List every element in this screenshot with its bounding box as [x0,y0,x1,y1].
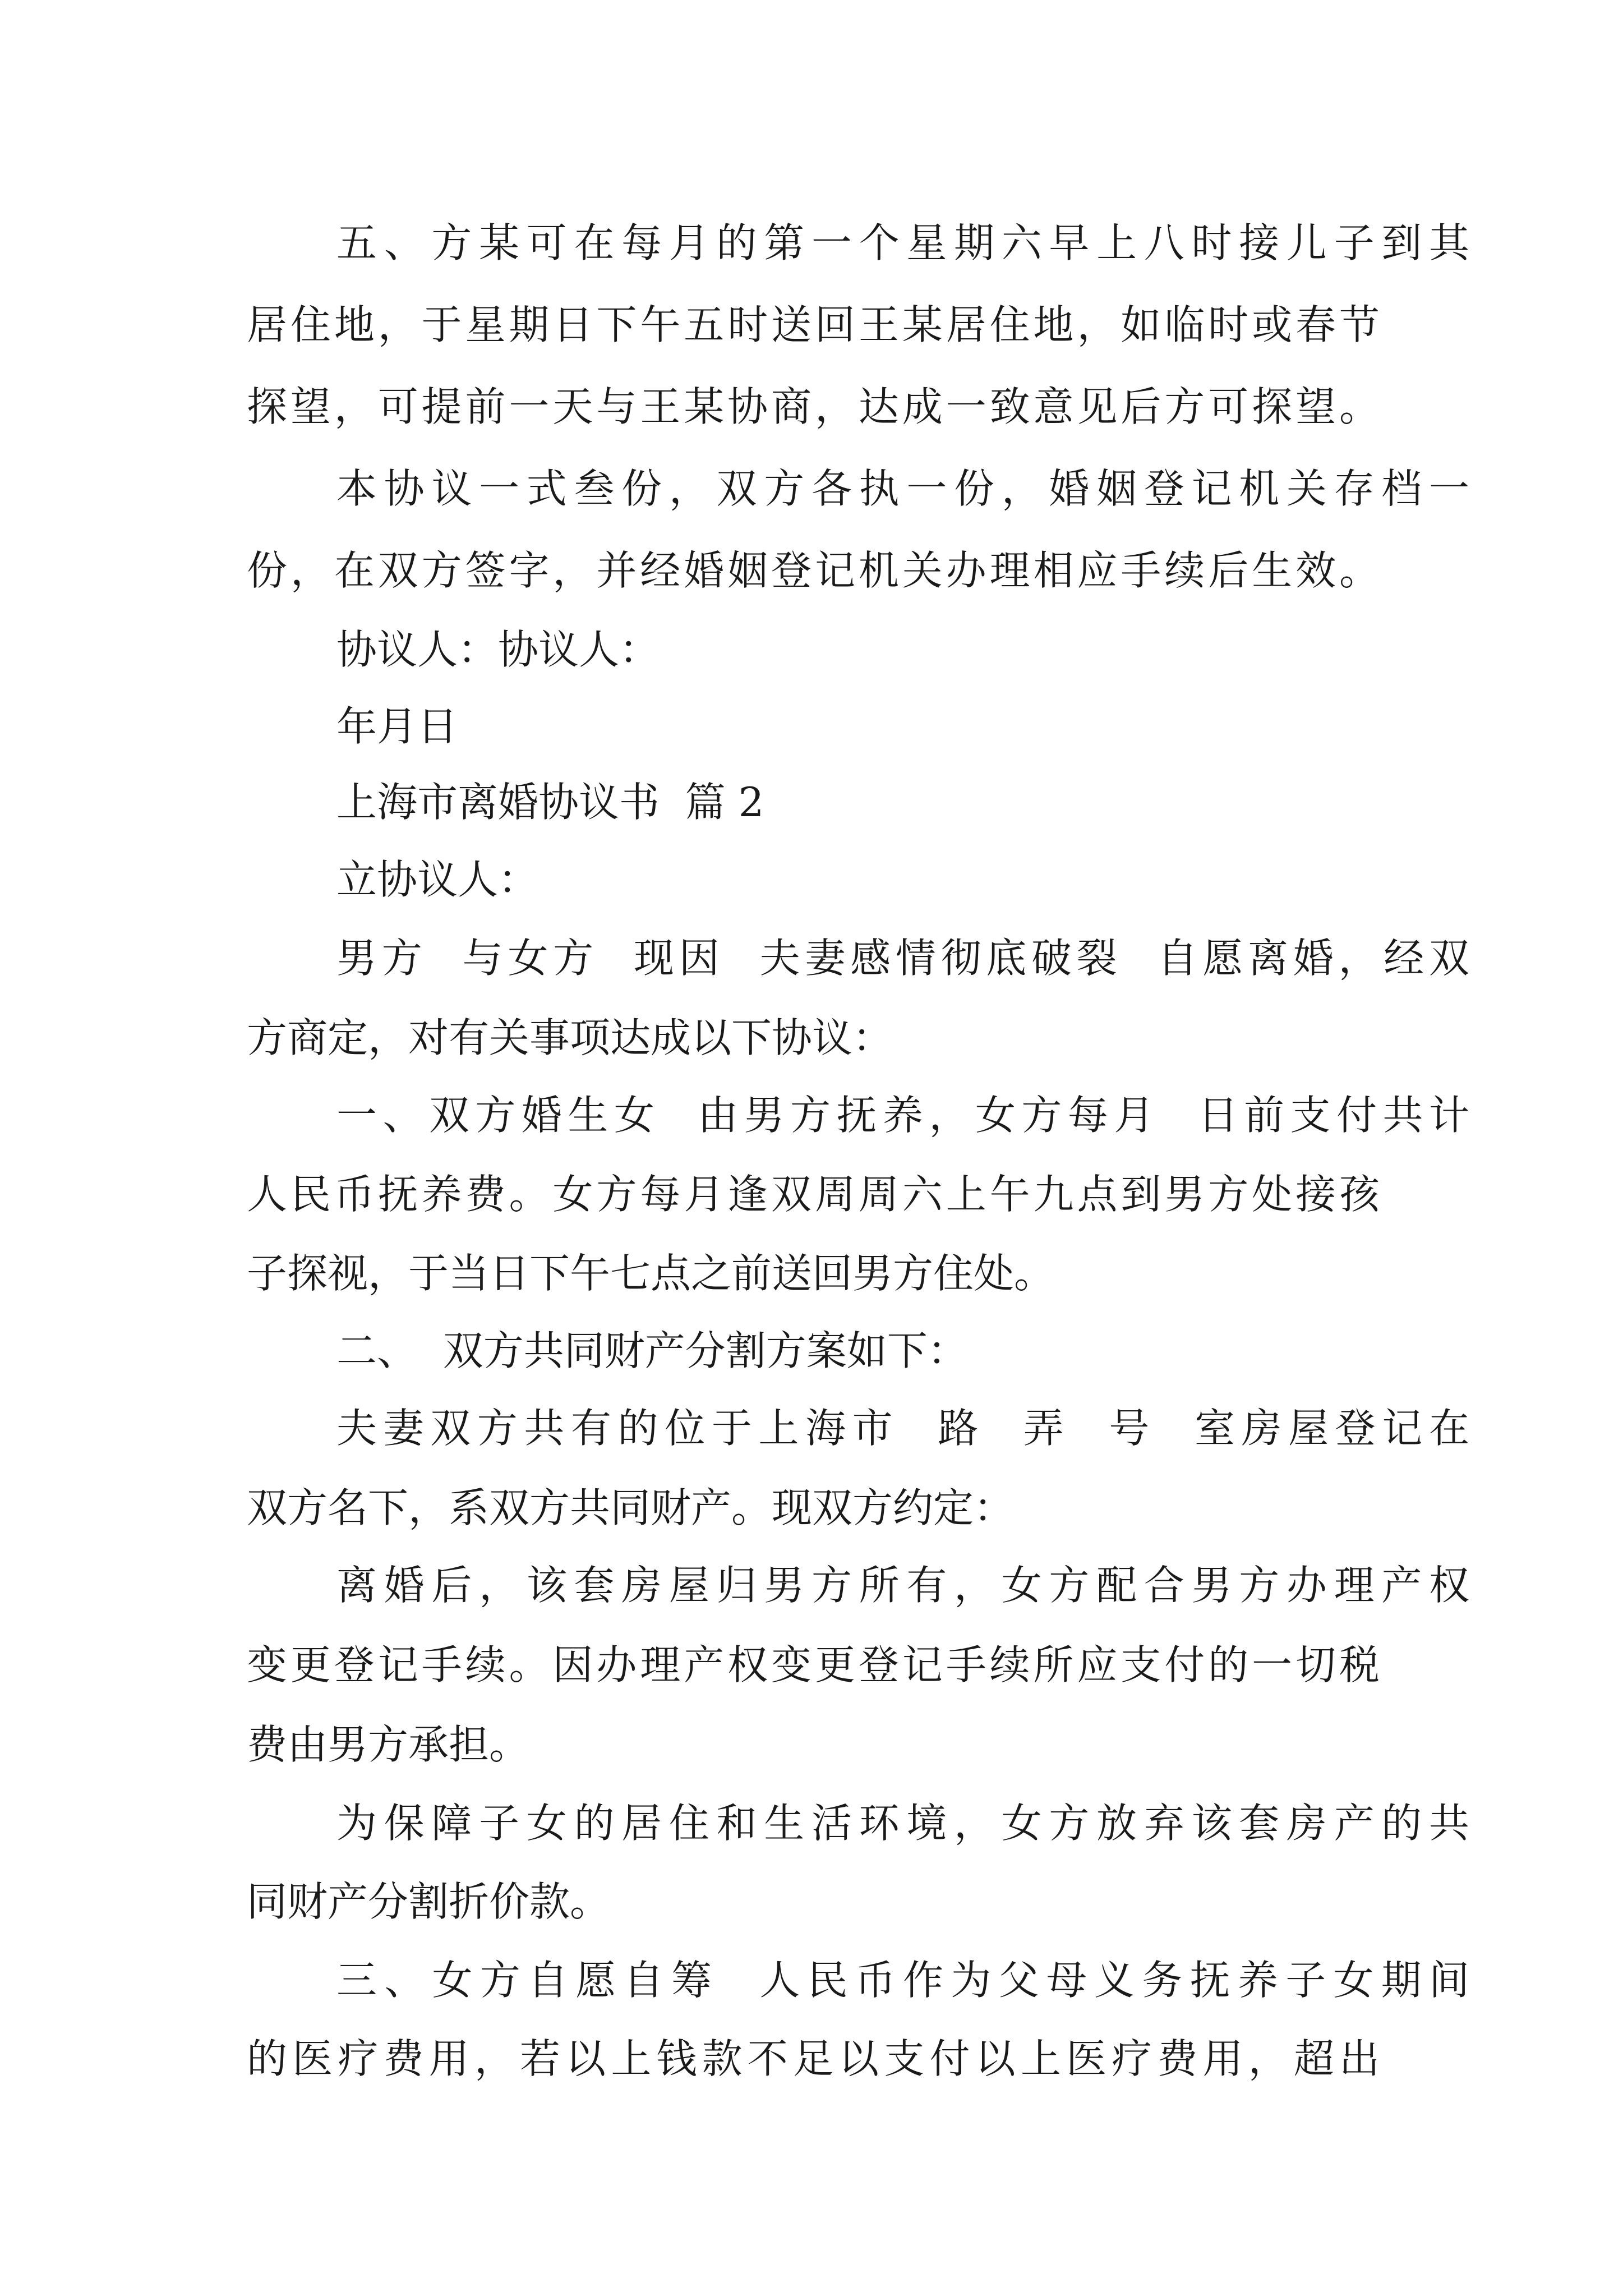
paragraph-line: 三、女方自愿自筹 人民币作为父母义务抚养子女期间 [336,1957,1469,2004]
parties-label: 立协议人： [336,856,539,903]
paragraph-line: 夫妻双方共有的位于上海市 路 弄 号 室房屋登记在 [336,1405,1469,1452]
paragraph-line: 五、方某可在每月的第一个星期六早上八时接儿子到其 [336,219,1469,266]
section-heading: 上海市离婚协议书 篇 2 [336,779,764,826]
paragraph-line: 子探视，于当日下午七点之前送回男方住处。 [247,1250,1055,1297]
paragraph-line: 的医疗费用，若以上钱款不足以支付以上医疗费用，超出 [247,2035,1380,2082]
paragraph-line: 人民币抚养费。女方每月逢双周周六上午九点到男方处接孩 [247,1171,1380,1218]
paragraph-line: 探望，可提前一天与王某协商，达成一致意见后方可探望。 [247,383,1380,430]
paragraph-line: 变更登记手续。因办理产权变更登记手续所应支付的一切税 [247,1641,1380,1688]
signatories-line: 协议人：协议人： [336,626,660,673]
paragraph-line: 二、 双方共同财产分割方案如下： [336,1327,968,1374]
paragraph-line: 为保障子女的居住和生活环境，女方放弃该套房产的共 [336,1800,1469,1847]
paragraph-line: 双方名下，系双方共同财产。现双方约定： [247,1484,1015,1531]
paragraph-line: 方商定，对有关事项达成以下协议： [247,1014,893,1061]
paragraph-line: 男方 与女方 现因 夫妻感情彻底破裂 自愿离婚，经双 [336,935,1469,982]
paragraph-line: 同财产分割折价款。 [247,1878,611,1925]
paragraph-line: 一、双方婚生女 由男方抚养，女方每月 日前支付共计 [336,1092,1469,1139]
paragraph-line: 份，在双方签字，并经婚姻登记机关办理相应手续后生效。 [247,547,1380,594]
paragraph-line: 费由男方承担。 [247,1721,530,1768]
date-line: 年月日 [336,703,458,750]
paragraph-line: 居住地，于星期日下午五时送回王某居住地，如临时或春节 [247,301,1380,348]
paragraph-line: 离婚后，该套房屋归男方所有，女方配合男方办理产权 [336,1562,1469,1609]
paragraph-line: 本协议一式叁份，双方各执一份，婚姻登记机关存档一 [336,465,1469,512]
